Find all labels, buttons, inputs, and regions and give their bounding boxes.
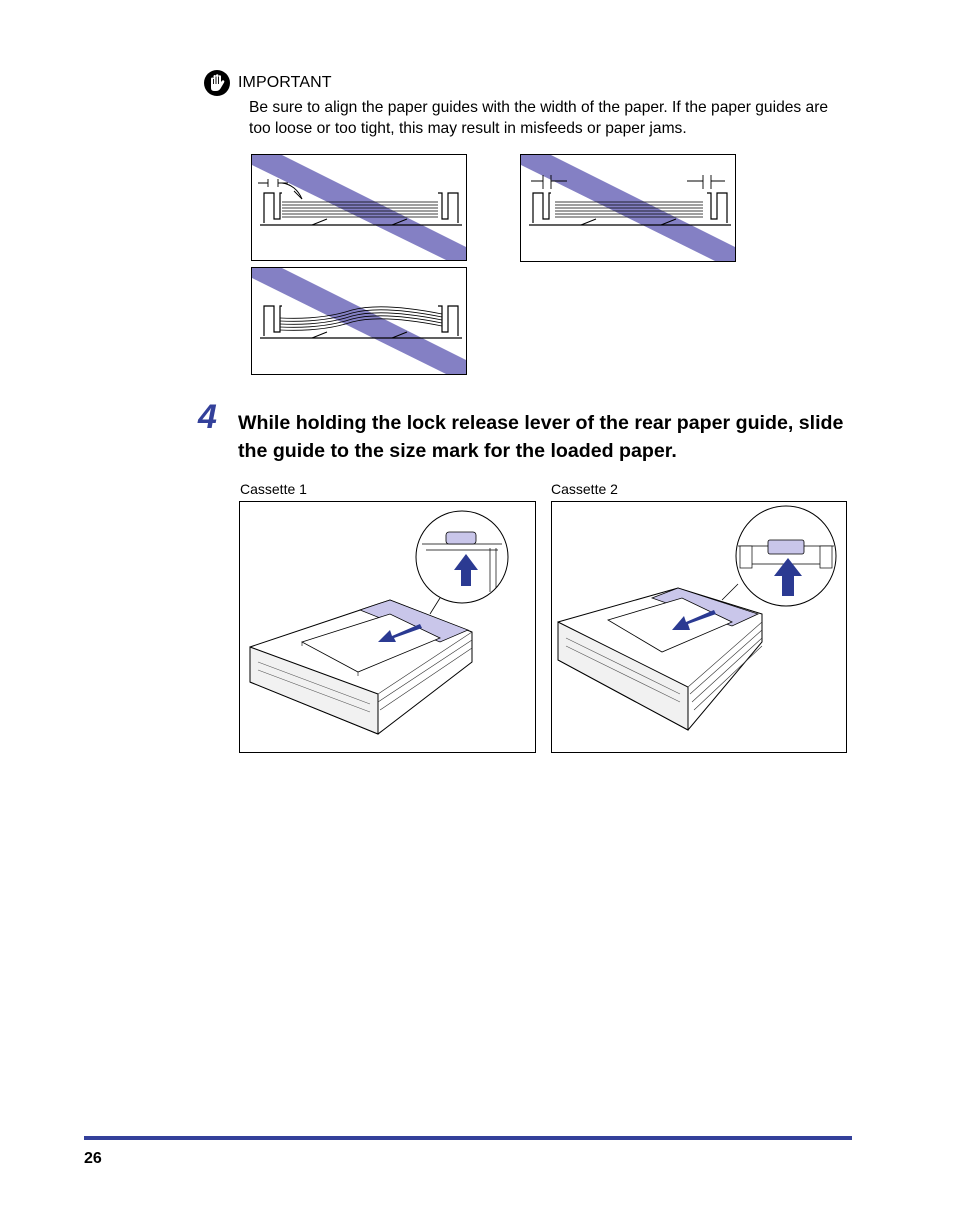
step-number: 4: [198, 398, 217, 436]
page-number: 26: [84, 1150, 102, 1167]
paper-guide-diagram-tight: [251, 267, 467, 375]
footer-divider: [84, 1136, 852, 1140]
paper-guide-diagram-loose-both: [520, 154, 736, 262]
cassette-1-illustration: [239, 501, 536, 753]
important-text: Be sure to align the paper guides with the width of the paper. If the paper guides are too loose or too tight, this may result in misfeeds or paper jams.: [249, 99, 829, 137]
paper-guide-diagram-loose-left: [251, 154, 467, 261]
hand-stop-icon: [203, 69, 231, 97]
cassette-2-illustration: [551, 501, 847, 753]
important-label: IMPORTANT: [238, 74, 332, 91]
step-instruction: While holding the lock release lever of the rear paper guide, slide the guide to the size mark for the loaded paper.: [238, 412, 844, 462]
cassette-2-caption: Cassette 2: [551, 481, 618, 497]
cassette-1-caption: Cassette 1: [240, 481, 307, 497]
